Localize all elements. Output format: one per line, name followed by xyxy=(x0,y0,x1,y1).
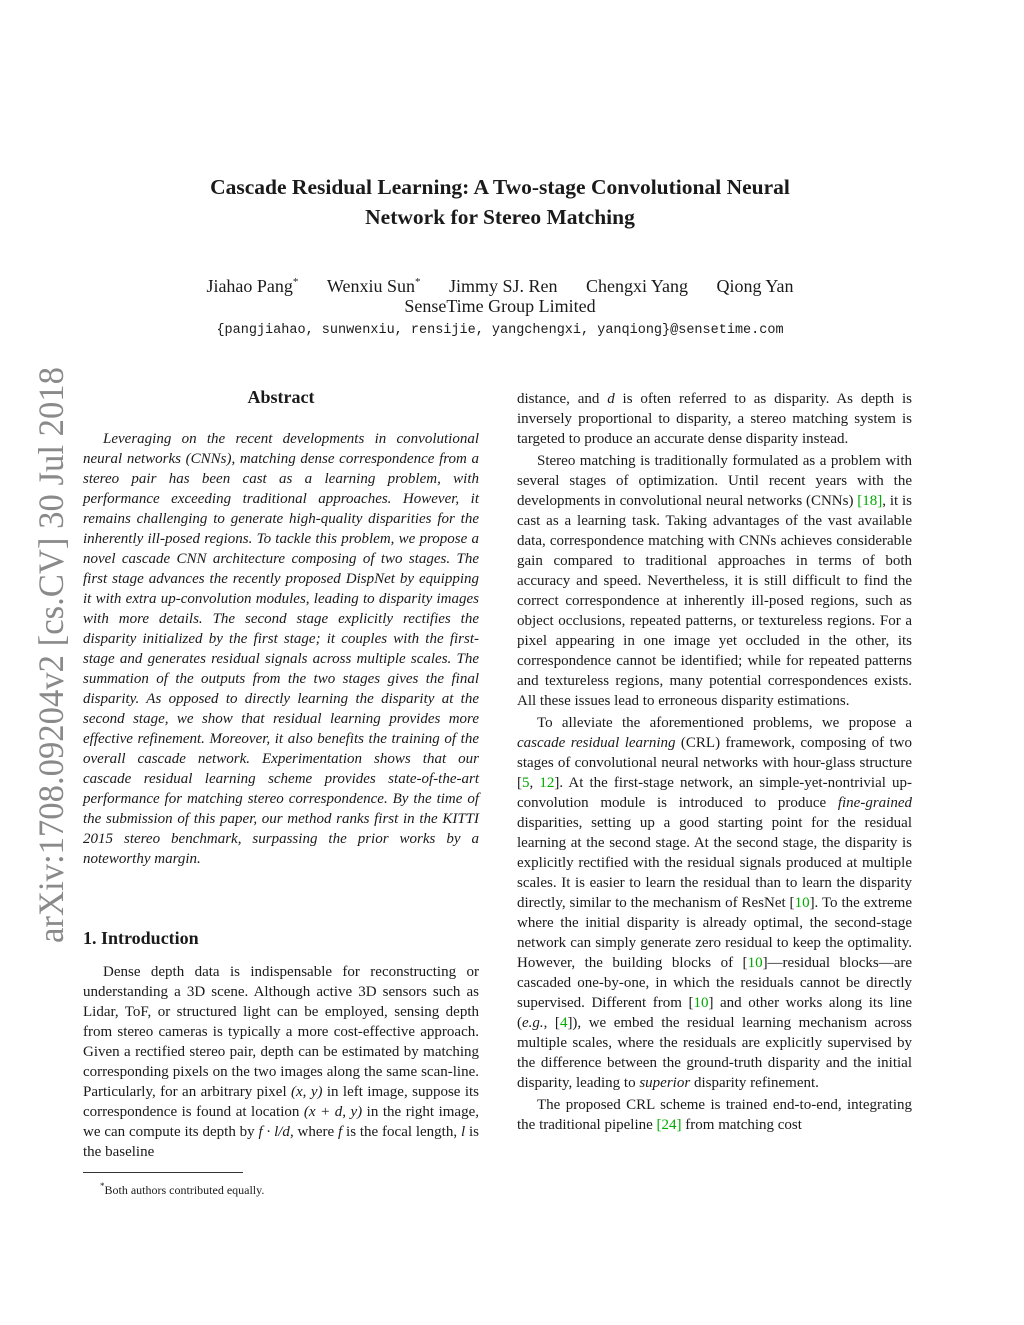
title-line-2: Network for Stereo Matching xyxy=(365,205,635,229)
author: Qiong Yan xyxy=(716,276,794,296)
citation-link[interactable]: 12 xyxy=(539,775,555,791)
section-heading-introduction: 1. Introduction xyxy=(83,928,199,948)
citation-link[interactable]: 5 xyxy=(522,775,530,791)
intro-paragraph: Dense depth data is indispensable for reconstructing or understanding a 3D scene. Although active 3D sensors such as Lidar, ToF, or structured light can be employed, sensing depth from stereo cameras is typically a more cost-effective approach. Given a rectified stereo pair, depth can be estimated by matching corresponding pixels on the two images along the same scan-line. Particularly, for an arbitrary pixel (x, y) in left image, suppose its correspondence is found at location (x + d, y) in the right image, we can compute its depth by f · l/d, where f is the focal length, l is the baseline xyxy=(83,964,480,1160)
citation-link[interactable]: 10 xyxy=(693,995,709,1011)
abstract-heading: Abstract xyxy=(247,387,315,407)
author: Wenxiu Sun* xyxy=(326,276,421,296)
citation-link[interactable]: 10 xyxy=(794,895,810,911)
footnote: *Both authors contributed equally. xyxy=(100,1181,265,1197)
author: Chengxi Yang xyxy=(586,276,689,296)
author: Jiahao Pang* xyxy=(206,276,299,296)
paragraph: distance, and d is often referred to as disparity. As depth is inversely proportional to disparity, a stereo matching system is targeted to produce an accurate dense disparity instead. xyxy=(517,391,912,447)
arxiv-id-text: arXiv:1708.09204v2 [cs.CV] 30 Jul 2018 xyxy=(31,365,71,943)
paragraph: The proposed CRL scheme is trained end-to-end, integrating the traditional pipeline [24] from matching cost xyxy=(517,1097,912,1133)
paper-title xyxy=(100,172,900,232)
right-column xyxy=(517,389,912,1135)
arxiv-stamp xyxy=(18,365,78,945)
author-emails: {pangjiahao, sunwenxiu, rensijie, yangchengxi, yanqiong}@sensetime.com xyxy=(216,323,784,338)
paragraph: To alleviate the aforementioned problems, we propose a cascade residual learning (CRL) framework, composing of two stages of convolutional neural networks with hour-glass structure [5, 12]. At the first-stage network, an simple-yet-nontrivial up-convolution module is introduced to produce fine-grained disparities, setting up a good starting point for the residual learning at the second stage. At the second stage, the disparity is explicitly rectified with the residual signals produced at multiple scales. It is easier to learn the residual than to learn the disparity directly, similar to the mechanism of ResNet [10]. To the extreme where the initial disparity is already optimal, the second-stage network can simply generate zero residual to keep the optimality. However, the building blocks of [10]—residual blocks—are cascaded one-by-one, in which the residuals cannot be directly supervised. Different from [10] and other works along its line (e.g., [4]), we embed the residual learning mechanism across multiple scales, where the residuals are explicitly supervised by the difference between the ground-truth disparity and the initial disparity, leading to superior disparity refinement. xyxy=(517,715,913,1091)
citation-link[interactable]: [24] xyxy=(656,1117,682,1133)
citation-link[interactable]: [18] xyxy=(857,493,883,509)
citation-link[interactable]: 4 xyxy=(559,1015,568,1031)
paragraph: Stereo matching is traditionally formulated as a problem with several stages of optimization. Until recent years with the developments in convolutional neural networks (CNNs) [18], it is cast as a learning task. Taking advantages of the vast available data, correspondence matching with CNNs achieves considerable gain compared to traditional approaches in terms of both accuracy and speed. Nevertheless, it is still difficult to find the correct correspondence at inherently ill-posed regions, such as object occlusions, repeated patterns, or textureless regions. For a pixel appearing in one image yet occluded in the other, its correspondence cannot be identified; while for repeated patterns and textureless regions, many potential correspondences exists. All these issues lead to erroneous disparity estimations. xyxy=(517,453,913,709)
footnote-rule xyxy=(83,1172,243,1173)
citation-link[interactable]: 10 xyxy=(747,955,763,971)
author: Jimmy SJ. Ren xyxy=(448,276,558,296)
affiliation: SenseTime Group Limited xyxy=(404,296,596,316)
abstract-body: Leveraging on the recent developments in convolutional neural networks (CNNs), matching dense correspondence from a stereo pair has been cast as a learning problem, with performance exceeding traditional approaches. However, it remains challenging to generate high-quality disparities for the inherently ill-posed regions. To tackle this problem, we propose a novel cascade CNN architecture composing of two stages. The first stage advances the recently proposed DispNet by equipping it with extra up-convolution modules, leading to disparity images with more details. The second stage explicitly rectifies the disparity initialized by the first stage; it couples with the first-stage and generates residual signals across multiple scales. The summation of the outputs from the two stages gives the final disparity. As opposed to directly learning the disparity at the second stage, we show that residual learning provides more effective refinement. Moreover, it also benefits the training of the overall cascade network. Experimentation shows that our cascade residual learning scheme provides state-of-the-art performance for matching stereo correspondence. By the time of the submission of this paper, our method ranks first in the KITTI 2015 stereo benchmark, surpassing the prior works by a noteworthy margin. xyxy=(83,431,479,867)
title-line-1: Cascade Residual Learning: A Two-stage Convolutional Neural xyxy=(210,175,790,199)
